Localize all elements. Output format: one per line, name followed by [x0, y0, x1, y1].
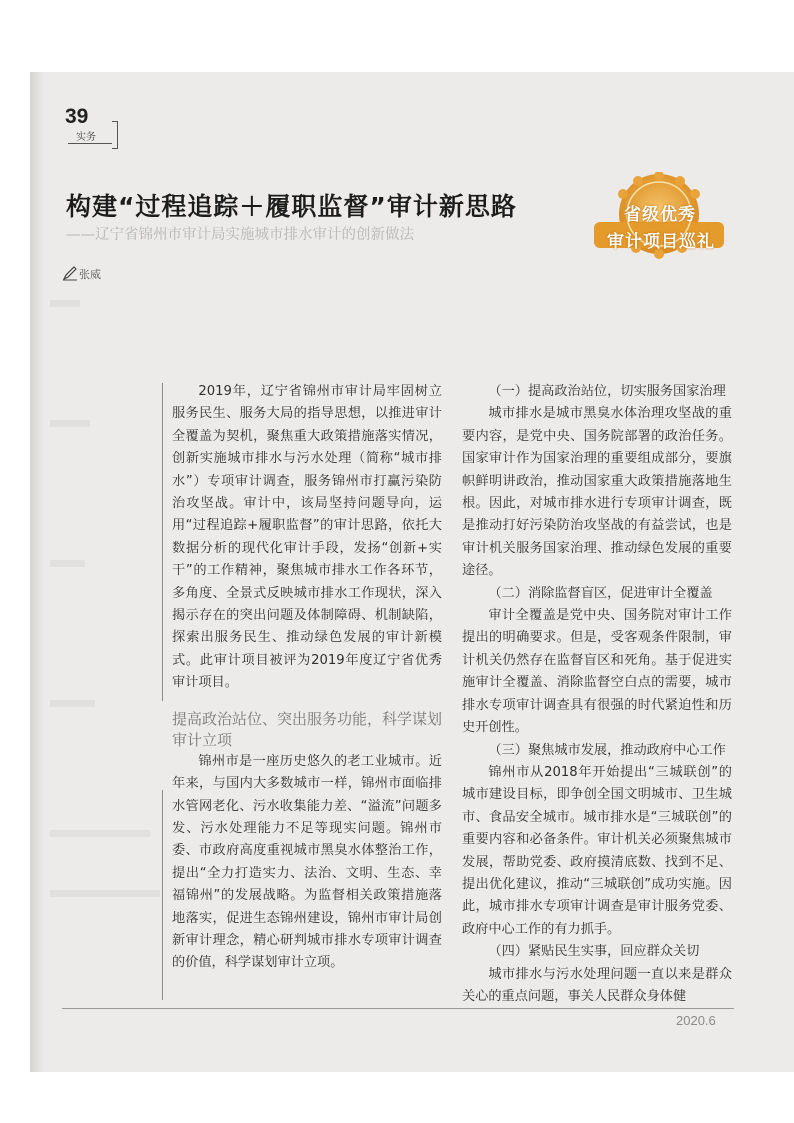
badge-label-line1: 省级优秀	[624, 205, 696, 225]
issue-date: 2020.6	[676, 1013, 716, 1028]
subsection-heading: （三）聚焦城市发展，推动政府中心工作	[488, 742, 726, 758]
subsection-heading: （一）提高政治站位，切实服务国家治理	[488, 384, 726, 399]
bleed-through-mark	[50, 890, 160, 897]
section-tag-bracket	[112, 121, 118, 149]
column-rule	[162, 383, 163, 701]
body-paragraph: 城市排水是城市黑臭水体治理攻坚战的重要内容，是党中央、国务院部署的政治任务。国家审计作为国家治理的重要组成部分，要旗帜鲜明讲政治，推动国家重大政策措施落地生根。因此，对城市排水进行专项审计调查，既是推动打好污染防治攻坚战的有益尝试，也是审计机关服务国家治理、推动绿色发展的重要途径。	[462, 406, 732, 579]
article-subtitle: ——辽宁省锦州市审计局实施城市排水审计的创新做法	[66, 227, 414, 243]
page-number: 39	[65, 105, 89, 128]
author-name: 张威	[79, 268, 101, 281]
body-paragraph: 锦州市是一座历史悠久的老工业城市。近年来，与国内大多数城市一样，锦州市面临排水管网老化、污水收集能力差、“溢流”问题多发、污水处理能力不足等现实问题。锦州市委、市政府高度重视城市黑臭水体整治工作，提出“全力打造实力、法治、文明、生态、幸福锦州”的发展战略。为监督相关政策措施落地落实，促进生态锦州建设，锦州市审计局创新审计理念，精心研判城市排水专项审计调查的价值，科学谋划审计立项。	[172, 753, 442, 971]
bleed-through-mark	[50, 300, 80, 307]
column-rule	[162, 790, 163, 1000]
body-paragraph: 审计全覆盖是党中央、国务院对审计工作提出的明确要求。但是，受客观条件限制，审计机关仍然存在监督盲区和死角。基于促进实施审计全覆盖、消除监督空白点的需要，城市排水专项审计调查具有很强的时代紧迫性和历史开创性。	[462, 608, 732, 736]
footer-rule	[62, 1008, 734, 1009]
section-heading: 提高政治站位、突出服务功能，科学谋划审计立项	[172, 709, 443, 749]
subsection-heading: （四）紧贴民生实事，回应群众关切	[488, 944, 700, 960]
pen-icon	[62, 265, 78, 281]
subsection-heading: （二）消除监督盲区，促进审计全覆盖	[488, 585, 713, 601]
badge-label-line2: 审计项目巡礼	[607, 232, 715, 252]
bleed-through-mark	[50, 420, 90, 427]
intro-paragraph: 2019年，辽宁省锦州市审计局牢固树立服务民生、服务大局的指导思想，以推进审计全覆盖为契机，聚焦重大政策措施落实情况，创新实施城市排水与污水处理（简称“城市排水”）专项审计调查，服务锦州市打赢污染防治攻坚战。审计中，该局坚持问题导向，运用“过程追踪+履职监督”的审计思路，依托大数据分析的现代化审计手段，发扬“创新+实干”的工作精神，聚焦城市排水工作各环节，多角度、全景式反映城市排水工作现状，深入揭示存在的突出问题及体制障碍、机制缺陷，探索出服务民生、推动绿色发展的审计新模式。此审计项目被评为2019年度辽宁省优秀审计项目。	[172, 384, 442, 691]
right-column	[462, 381, 732, 1008]
article-title: 构建“过程追踪＋履职监督”审计新思路	[66, 192, 517, 221]
body-paragraph: 锦州市从2018年开始提出“三城联创”的城市建设目标，即争创全国文明城市、卫生城市、食品安全城市。城市排水是“三城联创”的重要内容和必备条件。审计机关必须聚焦城市发展，帮助党委、政府摸清底数、找到不足、提出优化建议，推动“三城联创”成功实施。因此，城市排水专项审计调查是审计服务党委、政府中心工作的有力抓手。	[462, 764, 732, 937]
body-paragraph: 城市排水与污水处理问题一直以来是群众关心的重点问题，事关人民群众身体健	[462, 966, 732, 1004]
bleed-through-mark	[50, 560, 85, 567]
bleed-through-mark	[50, 830, 150, 837]
section-tag-rule	[68, 143, 112, 144]
section-tag: 实务	[76, 132, 96, 143]
page-edge-shadow	[30, 72, 44, 1072]
bleed-through-mark	[50, 700, 95, 707]
left-column	[172, 381, 442, 975]
